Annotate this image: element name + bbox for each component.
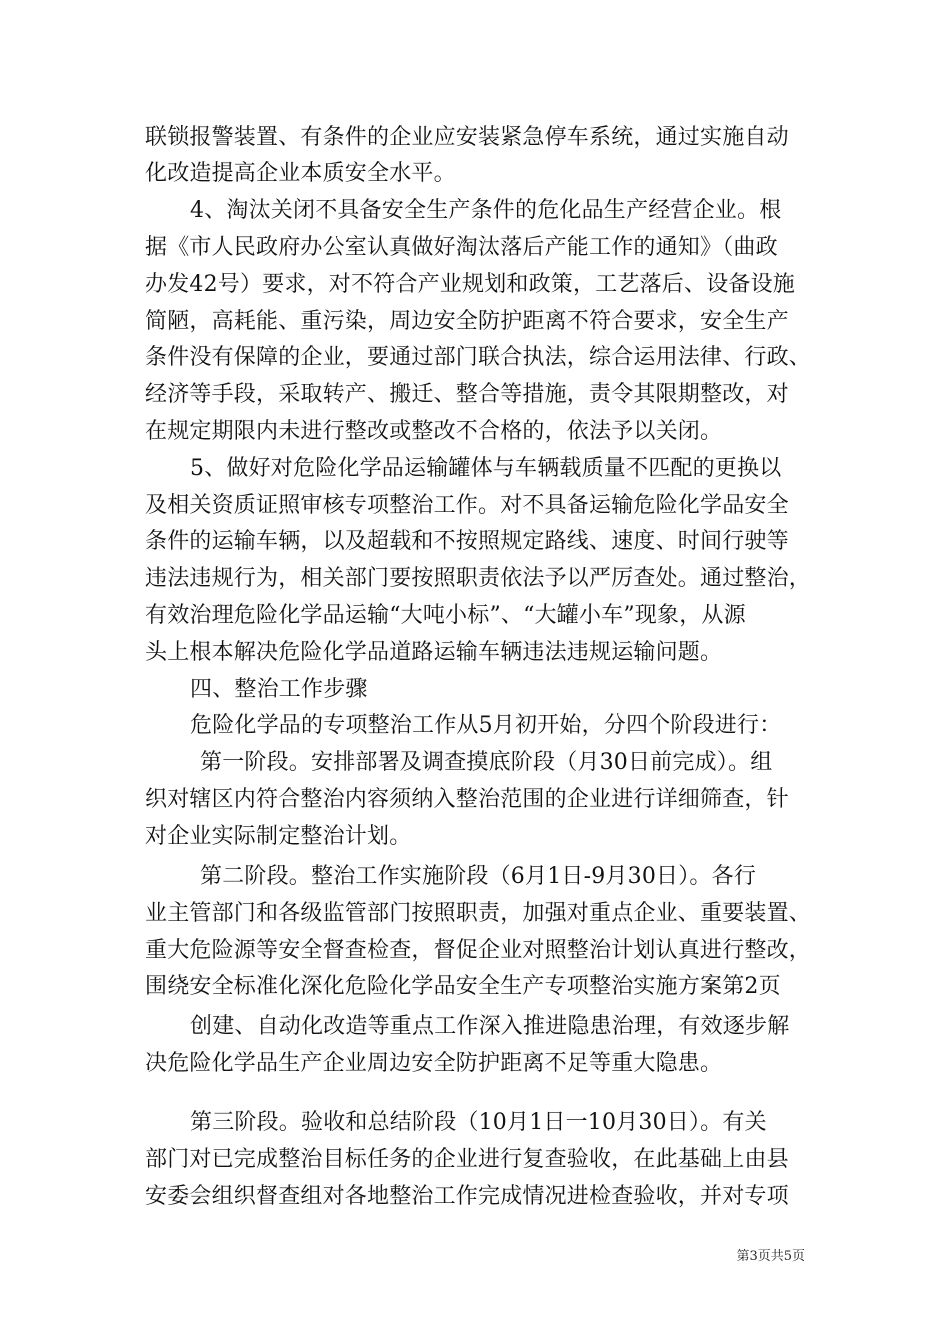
text-line: 创建、自动化改造等重点工作深入推进隐患治理，有效逐步解: [190, 1014, 790, 1039]
text-line: 化改造提高企业本质安全水平。: [145, 161, 456, 186]
text-line: 围绕安全标准化深化危险化学品安全生产专项整治实施方案第2页: [145, 974, 781, 999]
text-line: 办发42号）要求，对不符合产业规划和政策，工艺落后、设备设施: [145, 272, 795, 297]
text-line: 简陋，高耗能、重污染，周边安全防护距离不符合要求，安全生产: [145, 309, 789, 334]
page-number: 第3页共5页: [736, 1249, 805, 1264]
text-line: 经济等手段，采取转产、搬迁、整合等措施，责令其限期整改，对: [145, 382, 789, 407]
text-line: 4、淘汰关闭不具备安全生产条件的危化品生产经营企业。根: [190, 198, 782, 223]
text-line: 第一阶段。安排部署及调查摸底阶段（月30日前完成）。组: [200, 750, 773, 775]
text-line: 重大危险源等安全督查检查，督促企业对照整治计划认真进行整改，: [145, 938, 812, 963]
section-heading: 四、整治工作步骤: [190, 677, 368, 702]
text-line: 织对辖区内符合整治内容须纳入整治范围的企业进行详细筛查，针: [145, 787, 789, 812]
text-line: 第二阶段。整治工作实施阶段（6月1日-9月30日）。各行: [200, 864, 757, 889]
text-line: 业主管部门和各级监管部门按照职责，加强对重点企业、重要装置、: [145, 901, 812, 926]
text-line: 对企业实际制定整治计划。: [145, 824, 412, 849]
text-line: 头上根本解决危险化学品道路运输车辆违法违规运输问题。: [145, 640, 723, 665]
text-line: 有效治理危险化学品运输“大吨小标”、“大罐小车”现象，从源: [145, 603, 746, 628]
text-line: 违法违规行为，相关部门要按照职责依法予以严厉查处。通过整治，: [145, 566, 812, 591]
text-line: 及相关资质证照审核专项整治工作。对不具备运输危险化学品安全: [145, 493, 789, 518]
text-line: 安委会组织督查组对各地整治工作完成情况进检查验收，并对专项: [145, 1184, 789, 1209]
text-line: 部门对已完成整治目标任务的企业进行复查验收，在此基础上由县: [145, 1147, 789, 1172]
text-line: 条件的运输车辆，以及超载和不按照规定路线、速度、时间行驶等: [145, 529, 789, 554]
text-line: 第三阶段。验收和总结阶段（10月1日一10月30日）。有关: [190, 1110, 767, 1135]
text-line: 联锁报警装置、有条件的企业应安装紧急停车系统，通过实施自动: [145, 125, 789, 150]
text-line: 危险化学品的专项整治工作从5月初开始，分四个阶段进行：: [190, 713, 782, 738]
text-line: 条件没有保障的企业，要通过部门联合执法，综合运用法律、行政、: [145, 345, 812, 370]
text-line: 据《市人民政府办公室认真做好淘汰落后产能工作的通知》（曲政: [145, 235, 778, 260]
text-line: 在规定期限内未进行整改或整改不合格的，依法予以关闭。: [145, 419, 723, 444]
text-line: 5、做好对危险化学品运输罐体与车辆载质量不匹配的更换以: [190, 456, 782, 481]
text-line: 决危险化学品生产企业周边安全防护距离不足等重大隐患。: [145, 1051, 723, 1076]
